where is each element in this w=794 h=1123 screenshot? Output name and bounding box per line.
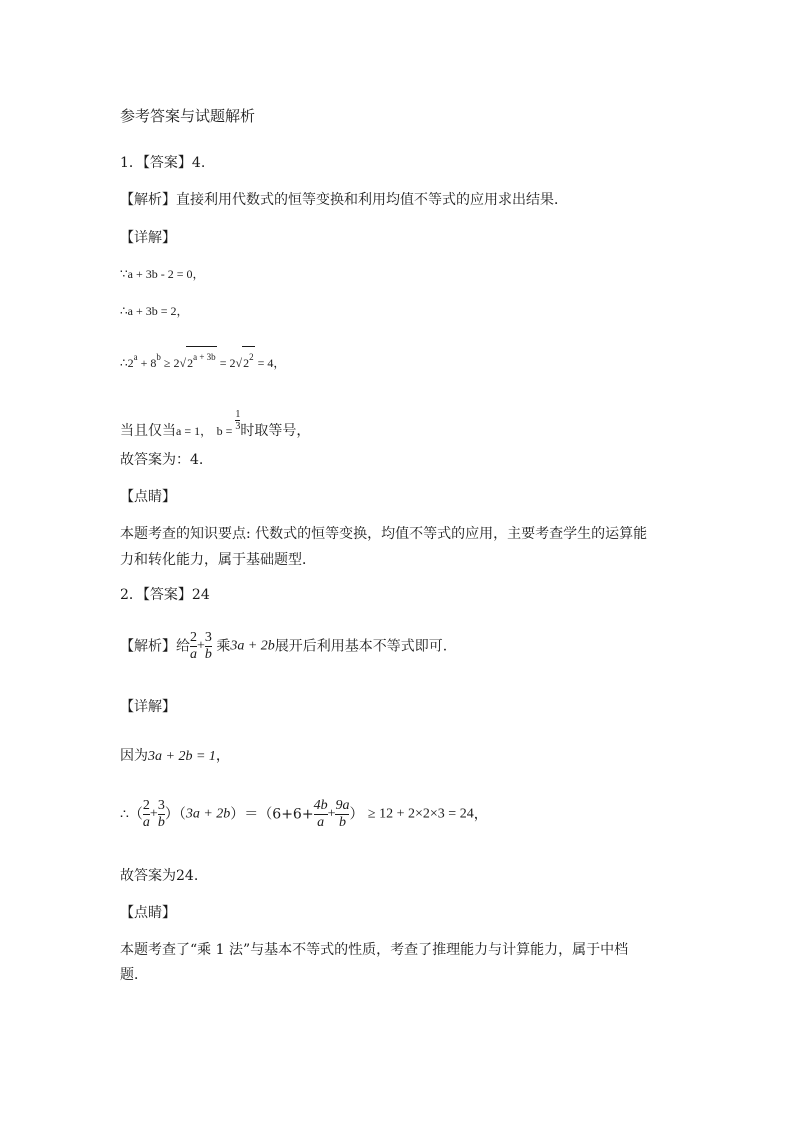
q2-comment-heading: 【点睛】 (120, 905, 176, 921)
fraction-3-over-b (205, 630, 212, 663)
numerator: 4b (313, 798, 328, 813)
fraction-denominator: 3 (235, 421, 241, 432)
q1-detail-heading: 【详解】 (120, 230, 176, 246)
q1-comment-line-2: 力和转化能力，属于基础题型． (120, 552, 316, 568)
q1-comment-heading: 【点睛】 (120, 489, 176, 505)
expr-3a-2b: 3a + 2b (185, 806, 231, 822)
q2-step-2-close: ） (349, 806, 364, 823)
denominator: a (317, 815, 325, 830)
page-title: 参考答案与试题解析 (120, 107, 256, 125)
q2-analysis-mid: 乘 (216, 638, 231, 655)
fraction-2-over-a (190, 630, 197, 663)
q2-step-2-paren: ）（ (164, 806, 186, 823)
q2-conclusion: 故答案为24. (120, 868, 199, 884)
radicand-1-exp: a + 3b (193, 352, 216, 362)
q1-step-2: ∴a + 3b = 2， (120, 304, 189, 318)
sqrt-sign-1: √ (179, 356, 187, 370)
q2-detail-heading: 【详解】 (120, 699, 176, 715)
denominator: b (204, 647, 212, 662)
eq-2: = 2 (216, 356, 236, 370)
numerator: 3 (157, 798, 165, 813)
numerator: 3 (204, 630, 212, 645)
exp-a: a (133, 352, 138, 362)
geq-2: ≥ 2 (160, 356, 180, 370)
therefore-symbol: ∴ (120, 356, 128, 370)
expr-3a-2b-eq-1: 3a + 2b = 1 (148, 749, 216, 764)
fraction-3-over-b (158, 798, 165, 831)
base-2: 2 (127, 356, 134, 370)
q2-answer: 2．【答案】24 (120, 587, 210, 603)
numerator: 2 (190, 630, 197, 645)
q2-analysis (120, 630, 447, 663)
denominator: b (338, 815, 346, 830)
q1-analysis: 【解析】直接利用代数式的恒等变换和利用均值不等式的应用求出结果． (120, 192, 568, 208)
fraction-numerator: 1 (235, 409, 241, 420)
q2-step-2-prefix: ∴（ (120, 806, 143, 823)
sqrt-sign-2: √ (235, 356, 243, 370)
q2-comment-line-1: 本题考查了“乘 1 法”与基本不等式的性质，考查了推理能力与计算能力，属于中档 (120, 942, 629, 958)
q1-step-4-suffix: 时取等号， (240, 423, 311, 439)
q1-step-3 (120, 346, 285, 373)
fraction-4b-over-a (314, 798, 328, 831)
q2-step-2 (120, 798, 488, 831)
q2-comment-line-2: 题． (120, 967, 148, 983)
denominator: a (190, 647, 197, 662)
q1-comment-line-1: 本题考查的知识要点: 代数式的恒等变换，均值不等式的应用，主要考查学生的运算能 (120, 526, 648, 542)
q2-step-1 (120, 746, 230, 767)
exp-b: b (156, 352, 161, 362)
q1-step-4-prefix: 当且仅当 (120, 423, 176, 439)
expr-3a-2b: 3a + 2b (230, 638, 275, 654)
q1-step-1: ∵a + 3b - 2 = 0， (120, 267, 205, 281)
numerator: 2 (142, 798, 150, 813)
q1-step-4-a: a = 1， (176, 424, 213, 438)
q1-answer: 1．【答案】4. (120, 155, 206, 171)
fraction-9a-over-b (335, 798, 349, 831)
denominator: a (142, 815, 150, 830)
q2-step-1-prefix: 因为 (120, 748, 148, 764)
denominator: b (157, 815, 165, 830)
q1-step-4 (120, 409, 310, 441)
q1-conclusion: 故答案为：4. (120, 452, 204, 468)
plus-sign: + (327, 806, 336, 822)
radicand-2-exp: 2 (249, 352, 254, 362)
fraction-2-over-a (143, 798, 150, 831)
radicand-2 (242, 346, 255, 373)
radicand-1 (186, 346, 217, 373)
plus-8: + 8 (137, 356, 157, 370)
q2-analysis-suffix: 展开后利用基本不等式即可. (274, 638, 448, 655)
inequality-result: ≥ 12 + 2×2×3 = 24 (367, 806, 474, 822)
q1-step-4-b: b = (216, 424, 236, 438)
radicand-2-base: 2 (243, 356, 250, 370)
q2-step-2-end: ， (473, 806, 488, 823)
q2-step-1-suffix: ， (215, 748, 230, 764)
numerator: 9a (335, 798, 350, 813)
plus-sign: + (197, 638, 205, 654)
plus-sign: + (149, 806, 158, 822)
q2-step-2-equals: ）＝（6+6+ (230, 806, 314, 823)
radicand-1-base: 2 (187, 356, 194, 370)
q2-analysis-prefix: 【解析】给 (120, 638, 190, 655)
result-4: = 4， (254, 356, 286, 370)
